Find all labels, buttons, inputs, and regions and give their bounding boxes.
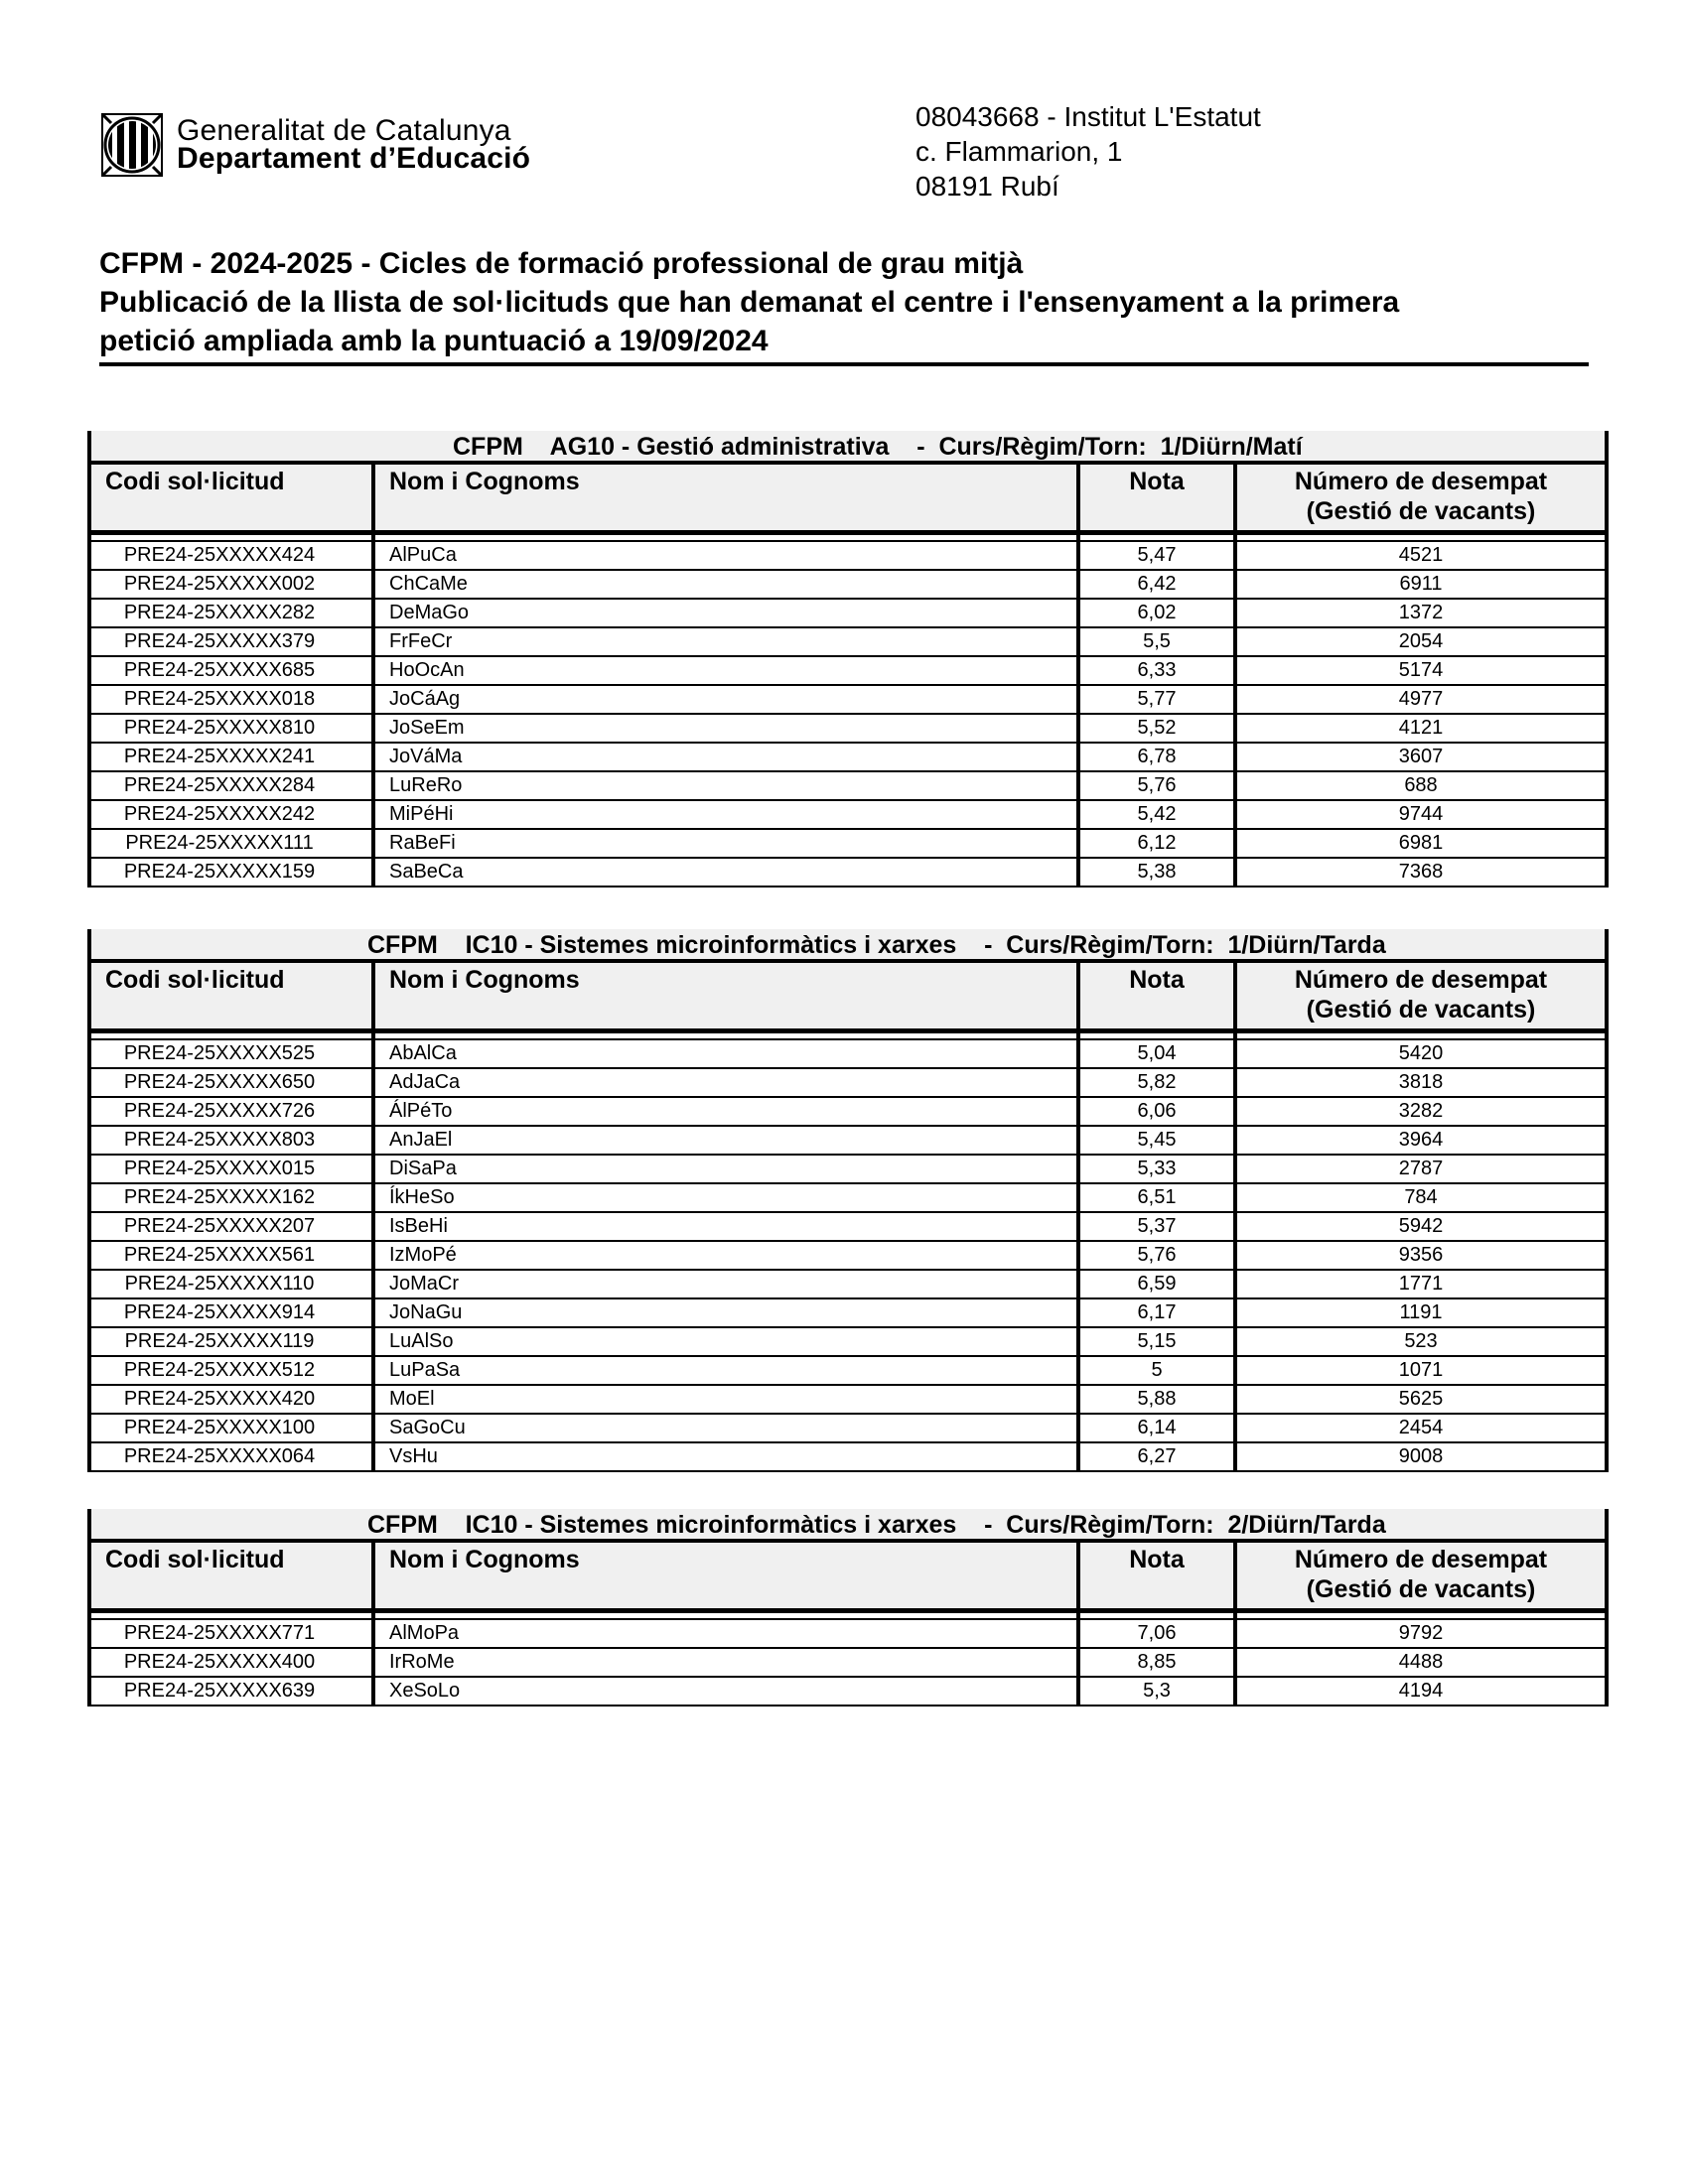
separator-cell xyxy=(375,535,1080,540)
cell-name: ChCaMe xyxy=(375,571,1080,598)
cell-name: LuAlSo xyxy=(375,1328,1080,1355)
cell-grade: 5,37 xyxy=(1080,1213,1237,1240)
separator-cell xyxy=(1237,535,1605,540)
cell-name: JoNaGu xyxy=(375,1299,1080,1326)
cell-code: PRE24-25XXXXX379 xyxy=(91,628,375,655)
cell-code: PRE24-25XXXXX002 xyxy=(91,571,375,598)
school-street: c. Flammarion, 1 xyxy=(915,136,1123,167)
cell-tiebreak: 5420 xyxy=(1398,1042,1444,1064)
cell-code: PRE24-25XXXXX914 xyxy=(91,1299,375,1326)
cell-code: PRE24-25XXXXX561 xyxy=(91,1242,375,1269)
cell-tiebreak: 9356 xyxy=(1398,1244,1444,1266)
cell-code: PRE24-25XXXXX015 xyxy=(91,1156,375,1182)
cell-code: PRE24-25XXXXX771 xyxy=(91,1620,375,1647)
cell-tiebreak: 4488 xyxy=(1398,1651,1444,1673)
cell-code: PRE24-25XXXXX162 xyxy=(91,1184,375,1211)
cell-name: LuPaSa xyxy=(375,1357,1080,1384)
cell-tiebreak: 5942 xyxy=(1398,1215,1444,1237)
column-header-name: Nom i Cognoms xyxy=(375,963,1080,1028)
table-row xyxy=(91,1156,1605,1184)
table-row xyxy=(91,1357,1605,1386)
cell-name: JoSeEm xyxy=(375,715,1080,742)
cell-tiebreak: 9744 xyxy=(1398,803,1444,825)
cell-code: PRE24-25XXXXX064 xyxy=(91,1443,375,1470)
tiebreak-header-line2: (Gestió de vacants) xyxy=(1306,996,1536,1024)
table-body xyxy=(87,1038,1609,1472)
cell-name: IrRoMe xyxy=(375,1649,1080,1676)
cell-name: VsHu xyxy=(375,1443,1080,1470)
logo-line-department: Departament d’Educació xyxy=(177,142,531,175)
generalitat-logo xyxy=(101,113,530,177)
column-header-grade: Nota xyxy=(1080,963,1237,1028)
cell-name: LuReRo xyxy=(375,772,1080,799)
cell-grade: 6,42 xyxy=(1080,571,1237,598)
cell-grade: 5,45 xyxy=(1080,1127,1237,1154)
column-header-grade: Nota xyxy=(1080,465,1237,530)
tiebreak-header-line1: Número de desempat xyxy=(1294,966,1548,994)
separator-cell xyxy=(91,535,375,540)
cell-code: PRE24-25XXXXX242 xyxy=(91,801,375,828)
tiebreak-header-line1: Número de desempat xyxy=(1294,1546,1548,1573)
tiebreak-header-line2: (Gestió de vacants) xyxy=(1306,1575,1536,1603)
cell-name: JoVáMa xyxy=(375,744,1080,770)
cell-code: PRE24-25XXXXX207 xyxy=(91,1213,375,1240)
cell-name: MoEl xyxy=(375,1386,1080,1413)
column-header-code: Codi sol·licitud xyxy=(91,963,375,1028)
cell-tiebreak: 688 xyxy=(1404,774,1438,796)
enrollment-table xyxy=(87,431,1609,887)
school-city: 08191 Rubí xyxy=(915,171,1059,202)
cell-grade: 6,14 xyxy=(1080,1415,1237,1441)
table-row xyxy=(91,859,1605,887)
cell-grade: 5,77 xyxy=(1080,686,1237,713)
cell-name: IzMoPé xyxy=(375,1242,1080,1269)
cell-code: PRE24-25XXXXX400 xyxy=(91,1649,375,1676)
cell-code: PRE24-25XXXXX810 xyxy=(91,715,375,742)
cell-code: PRE24-25XXXXX110 xyxy=(91,1271,375,1297)
cell-grade: 5,42 xyxy=(1080,801,1237,828)
separator-cell xyxy=(1080,535,1237,540)
title-line-3: petició ampliada amb la puntuació a 19/09/2024 xyxy=(99,325,769,357)
cell-grade: 5,88 xyxy=(1080,1386,1237,1413)
cell-name: ÍkHeSo xyxy=(375,1184,1080,1211)
cell-code: PRE24-25XXXXX018 xyxy=(91,686,375,713)
cell-grade: 5,15 xyxy=(1080,1328,1237,1355)
table-row xyxy=(91,686,1605,715)
cell-name: SaGoCu xyxy=(375,1415,1080,1441)
table-row xyxy=(91,1242,1605,1271)
table-body xyxy=(87,540,1609,887)
separator-cell xyxy=(1237,1613,1605,1618)
cell-tiebreak: 3607 xyxy=(1398,746,1444,767)
table-row xyxy=(91,744,1605,772)
cell-tiebreak: 3964 xyxy=(1398,1129,1444,1151)
table-row xyxy=(91,1184,1605,1213)
table-row xyxy=(91,571,1605,600)
cell-name: AlMoPa xyxy=(375,1620,1080,1647)
table-row xyxy=(91,542,1605,571)
table-row xyxy=(91,801,1605,830)
cell-tiebreak: 523 xyxy=(1404,1330,1438,1352)
table-row xyxy=(91,715,1605,744)
cell-name: AdJaCa xyxy=(375,1069,1080,1096)
cell-tiebreak: 5625 xyxy=(1398,1388,1444,1410)
cell-grade: 5,76 xyxy=(1080,1242,1237,1269)
column-header-tiebreak xyxy=(1237,465,1605,530)
separator-cell xyxy=(1237,1033,1605,1038)
school-address xyxy=(915,99,1261,204)
column-header-code: Codi sol·licitud xyxy=(91,1543,375,1608)
header-separator xyxy=(87,530,1609,540)
cell-grade: 8,85 xyxy=(1080,1649,1237,1676)
cell-name: IsBeHi xyxy=(375,1213,1080,1240)
table-header xyxy=(87,963,1609,1028)
table-row xyxy=(91,1069,1605,1098)
cell-name: AlPuCa xyxy=(375,542,1080,569)
table-title: CFPM IC10 - Sistemes microinformàtics i xarxes - Curs/Règim/Torn: 2/Diürn/Tarda xyxy=(87,1509,1609,1543)
cell-tiebreak: 3282 xyxy=(1398,1100,1444,1122)
cell-grade: 6,06 xyxy=(1080,1098,1237,1125)
cell-tiebreak: 4121 xyxy=(1398,717,1444,739)
cell-code: PRE24-25XXXXX424 xyxy=(91,542,375,569)
cell-tiebreak: 4977 xyxy=(1398,688,1444,710)
table-row xyxy=(91,1620,1605,1649)
title-line-2: Publicació de la llista de sol·licituds que han demanat el centre i l'ensenyament a la primera xyxy=(99,286,1400,319)
cell-name: JoMaCr xyxy=(375,1271,1080,1297)
column-header-tiebreak xyxy=(1237,963,1605,1028)
separator-cell xyxy=(1080,1033,1237,1038)
table-row xyxy=(91,1678,1605,1706)
cell-grade: 5,76 xyxy=(1080,772,1237,799)
cell-tiebreak: 5174 xyxy=(1398,659,1444,681)
cell-name: XeSoLo xyxy=(375,1678,1080,1705)
separator-cell xyxy=(375,1033,1080,1038)
cell-code: PRE24-25XXXXX525 xyxy=(91,1040,375,1067)
cell-grade: 5,52 xyxy=(1080,715,1237,742)
table-row xyxy=(91,1040,1605,1069)
cell-grade: 6,59 xyxy=(1080,1271,1237,1297)
cell-name: AnJaEl xyxy=(375,1127,1080,1154)
cell-grade: 5 xyxy=(1080,1357,1237,1384)
cell-tiebreak: 7368 xyxy=(1398,861,1444,883)
cell-grade: 7,06 xyxy=(1080,1620,1237,1647)
cell-grade: 6,51 xyxy=(1080,1184,1237,1211)
cell-code: PRE24-25XXXXX512 xyxy=(91,1357,375,1384)
table-row xyxy=(91,628,1605,657)
separator-cell xyxy=(91,1613,375,1618)
cell-tiebreak: 1191 xyxy=(1399,1301,1443,1323)
enrollment-table xyxy=(87,1509,1609,1706)
table-row xyxy=(91,1443,1605,1472)
table-header xyxy=(87,465,1609,530)
cell-grade: 5,04 xyxy=(1080,1040,1237,1067)
tiebreak-header-line2: (Gestió de vacants) xyxy=(1306,497,1536,525)
cell-code: PRE24-25XXXXX111 xyxy=(91,830,375,857)
cell-grade: 5,33 xyxy=(1080,1156,1237,1182)
cell-code: PRE24-25XXXXX639 xyxy=(91,1678,375,1705)
cell-name: JoCáAg xyxy=(375,686,1080,713)
cell-grade: 6,17 xyxy=(1080,1299,1237,1326)
table-row xyxy=(91,1213,1605,1242)
cell-code: PRE24-25XXXXX726 xyxy=(91,1098,375,1125)
cell-tiebreak: 9008 xyxy=(1398,1445,1444,1467)
cell-code: PRE24-25XXXXX803 xyxy=(91,1127,375,1154)
cell-grade: 5,47 xyxy=(1080,542,1237,569)
cell-name: AbAlCa xyxy=(375,1040,1080,1067)
cell-grade: 5,5 xyxy=(1080,628,1237,655)
document-title xyxy=(99,244,1589,366)
cell-code: PRE24-25XXXXX159 xyxy=(91,859,375,886)
cell-tiebreak: 6911 xyxy=(1399,573,1443,595)
table-row xyxy=(91,1098,1605,1127)
tiebreak-header-line1: Número de desempat xyxy=(1294,468,1548,495)
cell-grade: 6,33 xyxy=(1080,657,1237,684)
cell-tiebreak: 2054 xyxy=(1398,630,1444,652)
cell-tiebreak: 1771 xyxy=(1398,1273,1444,1295)
cell-grade: 6,27 xyxy=(1080,1443,1237,1470)
cell-code: PRE24-25XXXXX119 xyxy=(91,1328,375,1355)
cell-name: DiSaPa xyxy=(375,1156,1080,1182)
table-row xyxy=(91,1415,1605,1443)
table-title: CFPM AG10 - Gestió administrativa - Curs/Règim/Torn: 1/Diürn/Matí xyxy=(87,431,1609,465)
cell-grade: 5,38 xyxy=(1080,859,1237,886)
separator-cell xyxy=(1080,1613,1237,1618)
cell-code: PRE24-25XXXXX650 xyxy=(91,1069,375,1096)
cell-tiebreak: 9792 xyxy=(1398,1622,1444,1644)
table-header xyxy=(87,1543,1609,1608)
cell-tiebreak: 1071 xyxy=(1398,1359,1444,1381)
enrollment-table xyxy=(87,929,1609,1472)
column-header-code: Codi sol·licitud xyxy=(91,465,375,530)
cell-code: PRE24-25XXXXX284 xyxy=(91,772,375,799)
table-row xyxy=(91,1299,1605,1328)
cell-name: ÁlPéTo xyxy=(375,1098,1080,1125)
cell-tiebreak: 784 xyxy=(1404,1186,1438,1208)
cell-grade: 5,3 xyxy=(1080,1678,1237,1705)
cell-name: HoOcAn xyxy=(375,657,1080,684)
cell-name: DeMaGo xyxy=(375,600,1080,626)
cell-name: FrFeCr xyxy=(375,628,1080,655)
cell-tiebreak: 2454 xyxy=(1398,1417,1444,1438)
separator-cell xyxy=(91,1033,375,1038)
cell-code: PRE24-25XXXXX282 xyxy=(91,600,375,626)
header-separator xyxy=(87,1028,1609,1038)
cell-grade: 5,82 xyxy=(1080,1069,1237,1096)
cell-grade: 6,12 xyxy=(1080,830,1237,857)
cell-name: RaBeFi xyxy=(375,830,1080,857)
column-header-name: Nom i Cognoms xyxy=(375,465,1080,530)
cell-grade: 6,02 xyxy=(1080,600,1237,626)
column-header-grade: Nota xyxy=(1080,1543,1237,1608)
cell-grade: 6,78 xyxy=(1080,744,1237,770)
table-title: CFPM IC10 - Sistemes microinformàtics i xarxes - Curs/Règim/Torn: 1/Diürn/Tarda xyxy=(87,929,1609,963)
cell-tiebreak: 2787 xyxy=(1398,1158,1444,1179)
header-separator xyxy=(87,1608,1609,1618)
cell-tiebreak: 6981 xyxy=(1398,832,1444,854)
cell-tiebreak: 3818 xyxy=(1398,1071,1444,1093)
table-row xyxy=(91,772,1605,801)
cell-tiebreak: 4194 xyxy=(1398,1680,1444,1702)
cell-code: PRE24-25XXXXX420 xyxy=(91,1386,375,1413)
school-name: 08043668 - Institut L'Estatut xyxy=(915,101,1261,132)
table-row xyxy=(91,1386,1605,1415)
separator-cell xyxy=(375,1613,1080,1618)
cell-code: PRE24-25XXXXX241 xyxy=(91,744,375,770)
table-row xyxy=(91,830,1605,859)
cell-code: PRE24-25XXXXX100 xyxy=(91,1415,375,1441)
table-row xyxy=(91,1649,1605,1678)
logo-line-generalitat: Generalitat de Catalunya xyxy=(177,114,511,147)
column-header-tiebreak xyxy=(1237,1543,1605,1608)
cell-name: SaBeCa xyxy=(375,859,1080,886)
table-row xyxy=(91,1328,1605,1357)
cell-name: MiPéHi xyxy=(375,801,1080,828)
table-row xyxy=(91,1271,1605,1299)
column-header-name: Nom i Cognoms xyxy=(375,1543,1080,1608)
cell-code: PRE24-25XXXXX685 xyxy=(91,657,375,684)
cell-tiebreak: 4521 xyxy=(1398,544,1444,566)
table-body xyxy=(87,1618,1609,1706)
cell-tiebreak: 1372 xyxy=(1398,602,1444,623)
table-row xyxy=(91,657,1605,686)
table-row xyxy=(91,600,1605,628)
table-row xyxy=(91,1127,1605,1156)
generalitat-shield-icon xyxy=(101,113,163,177)
title-line-1: CFPM - 2024-2025 - Cicles de formació professional de grau mitjà xyxy=(99,247,1024,280)
